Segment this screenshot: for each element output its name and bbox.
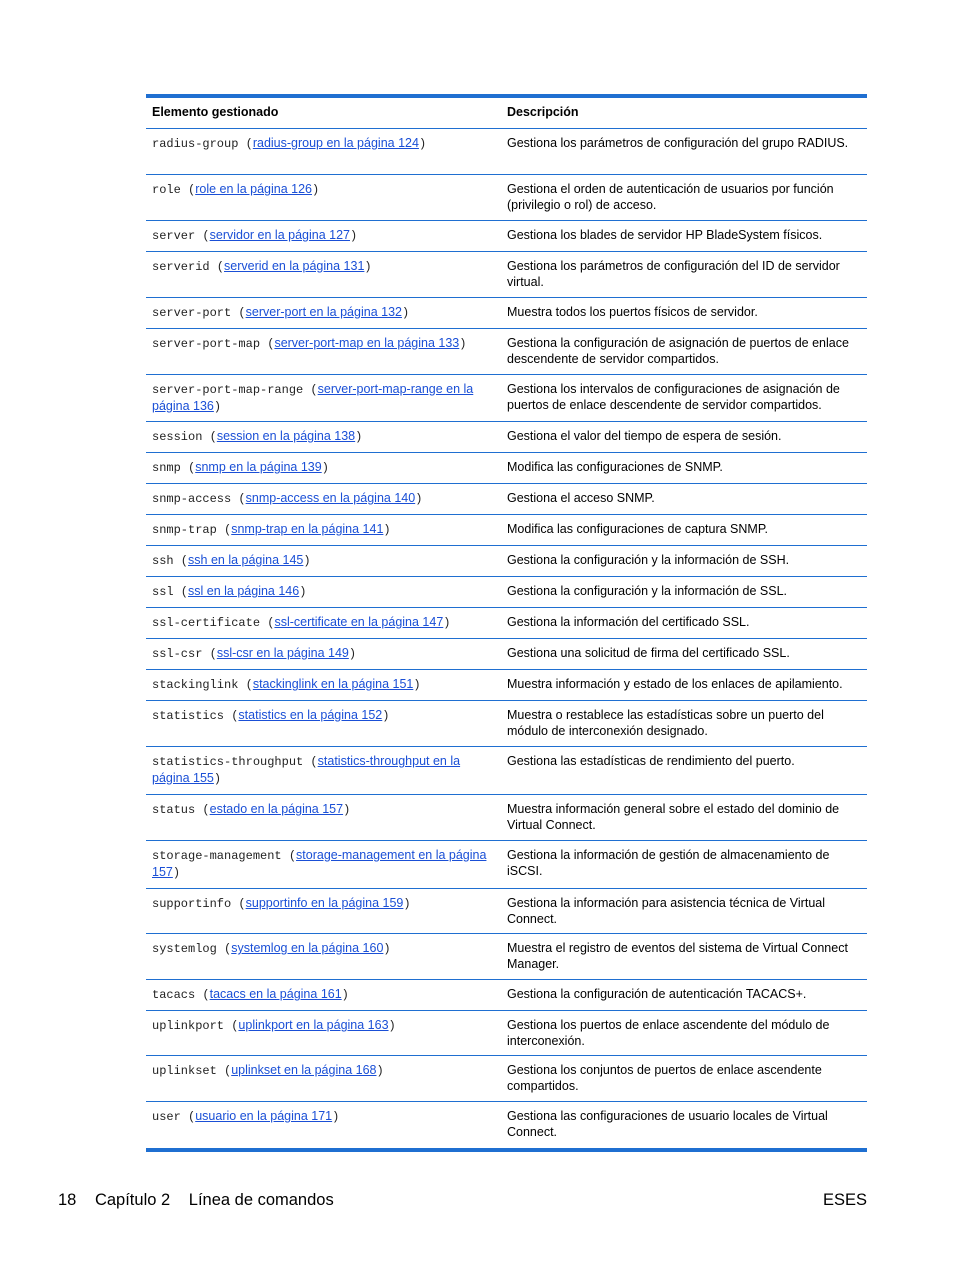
description-cell: Modifica las configuraciones de captura SNMP. [507,522,769,536]
description-cell: Gestiona la información del certificado SSL. [507,615,750,629]
description-cell: Gestiona el valor del tiempo de espera de sesión. [507,429,782,443]
open-paren: ( [231,306,246,320]
close-paren: ) [172,866,181,880]
command-name: statistics [152,709,225,723]
element-cell [146,453,501,483]
table-row [146,252,867,298]
element-cell [146,515,501,545]
close-paren: ) [364,260,372,274]
description-cell: Muestra información general sobre el estado del dominio de Virtual Connect. [507,802,840,832]
close-paren: ) [383,942,391,956]
table-row [146,422,867,453]
element-cell [146,422,501,452]
description-cell: Gestiona la información de gestión de almacenamiento de iSCSI. [507,848,830,878]
command-name: role [152,183,181,197]
page-reference-link[interactable]: ssl-csr en la página 149 [216,646,349,660]
table-row [146,175,867,221]
table-row [146,639,867,670]
table-row [146,329,867,375]
open-paren: ( [231,897,246,911]
element-cell [146,934,501,979]
close-paren: ) [311,183,320,197]
table-row [146,795,867,841]
description-cell: Gestiona la configuración de autenticación TACACS+. [507,987,807,1001]
command-name: snmp [152,461,181,475]
command-name: systemlog [152,942,217,956]
open-paren: ( [195,988,210,1002]
header-description: Descripción [507,105,579,119]
page-reference-link[interactable]: usuario en la página 171 [195,1109,333,1123]
close-paren: ) [350,229,358,243]
command-name: stackinglink [152,678,239,692]
description-cell: Gestiona los intervalos de configuraciones de asignación de puertos de enlace descendente de servidor compartidos. [507,382,840,412]
description-cell: Gestiona el acceso SNMP. [507,491,655,505]
open-paren: ( [216,1064,232,1078]
page-reference-link[interactable]: radius-group en la página 124 [252,136,419,150]
description-cell: Gestiona los conjuntos de puertos de enlace ascendente compartidos. [507,1063,822,1093]
close-paren: ) [403,897,411,911]
page-reference-link[interactable]: uplinkport en la página 163 [238,1018,389,1032]
command-name: snmp-access [152,492,232,506]
element-cell [146,252,501,297]
table-body [146,129,867,1148]
page-reference-link[interactable]: servidor en la página 127 [209,228,350,242]
description-cell: Muestra información y estado de los enlaces de apilamiento. [507,677,843,691]
table-row [146,1011,867,1056]
open-paren: ( [224,1019,239,1033]
command-name: radius-group [152,137,239,151]
close-paren: ) [383,523,391,537]
command-name: server [152,229,196,243]
close-paren: ) [332,1110,340,1124]
open-paren: ( [202,647,217,661]
description-cell: Gestiona la configuración de asignación de puertos de enlace descendente de servidor compartidos. [507,336,849,366]
command-name: server-port-map [152,337,261,351]
close-paren: ) [213,772,222,786]
command-name: server-port [152,306,232,320]
close-paren: ) [415,492,423,506]
open-paren: ( [173,585,189,599]
page-reference-link[interactable]: storage-management en la página 157 [152,848,487,879]
close-paren: ) [401,306,410,320]
close-paren: ) [213,400,222,414]
managed-elements-table [146,94,867,1152]
page-reference-link[interactable]: uplinkset en la página 168 [231,1063,377,1077]
table-row [146,747,867,795]
close-paren: ) [348,647,357,661]
close-paren: ) [388,1019,396,1033]
page-reference-link[interactable]: statistics-throughput en la página 155 [152,754,461,785]
page-reference-link[interactable]: supportinfo en la página 159 [245,896,404,910]
description-cell: Gestiona la configuración y la información de SSH. [507,553,790,567]
table-row [146,1102,867,1148]
element-cell [146,298,501,328]
element-cell [146,1011,501,1055]
description-cell: Gestiona la información para asistencia técnica de Virtual Connect. [507,896,825,926]
description-cell: Gestiona los blades de servidor HP BladeSystem físicos. [507,228,823,242]
table-row [146,701,867,747]
command-name: server-port-map-range [152,383,304,397]
footer-locale: ESES [822,1191,867,1209]
page-reference-link[interactable]: estado en la página 157 [209,802,344,816]
table-row [146,608,867,639]
description-cell: Gestiona los parámetros de configuración del ID de servidor virtual. [507,259,840,289]
description-cell: Modifica las configuraciones de SNMP. [507,460,723,474]
table-row [146,841,867,889]
open-paren: ( [209,260,225,274]
page-reference-link[interactable]: ssl-certificate en la página 147 [274,615,444,629]
page-reference-link[interactable]: role en la página 126 [195,182,312,196]
open-paren: ( [195,229,210,243]
chapter-title: Línea de comandos [188,1191,334,1209]
command-name: tacacs [152,988,196,1002]
table-row [146,670,867,701]
table-row [146,934,867,980]
close-paren: ) [418,137,427,151]
close-paren: ) [341,988,349,1002]
command-name: serverid [152,260,210,274]
table-header [146,98,867,129]
element-cell [146,546,501,576]
open-paren: ( [260,616,275,630]
description-cell: Muestra el registro de eventos del sistema de Virtual Connect Manager. [507,941,848,971]
table-row [146,546,867,577]
element-cell [146,1056,501,1101]
command-name: ssl-csr [152,647,203,661]
open-paren: ( [303,755,318,769]
open-paren: ( [224,709,239,723]
page-reference-link[interactable]: tacacs en la página 161 [209,987,342,1001]
page-reference-link[interactable]: systemlog en la página 160 [231,941,384,955]
page-reference-link[interactable]: stackinglink en la página 151 [252,677,414,691]
command-name: storage-management [152,849,282,863]
chapter-label: Capítulo 2 [94,1191,171,1209]
close-paren: ) [376,1064,384,1078]
description-cell: Gestiona el orden de autenticación de usuarios por función (privilegio o rol) de acceso. [507,182,834,212]
element-cell [146,639,501,669]
table-row [146,221,867,252]
command-name: snmp-trap [152,523,217,537]
description-cell: Gestiona las estadísticas de rendimiento del puerto. [507,754,795,768]
page-reference-link[interactable]: server-port-map en la página 133 [274,336,460,350]
page-reference-link[interactable]: snmp-trap en la página 141 [231,522,384,536]
table-row [146,889,867,934]
element-cell [146,484,501,514]
element-cell [146,608,501,638]
description-cell: Gestiona los parámetros de configuración del grupo RADIUS. [507,136,849,150]
page-reference-link[interactable]: ssh en la página 145 [188,553,304,567]
command-name: session [152,430,203,444]
command-name: ssh [152,554,174,568]
element-cell [146,747,501,794]
table-row [146,980,867,1011]
table-bottom-rule [146,1148,867,1152]
element-cell [146,329,501,374]
description-cell: Gestiona una solicitud de firma del certificado SSL. [507,646,790,660]
element-cell [146,129,501,174]
command-name: uplinkset [152,1064,217,1078]
element-cell [146,175,501,220]
element-cell [146,795,501,840]
close-paren: ) [443,616,451,630]
page-reference-link[interactable]: server-port-map-range en la página 136 [152,382,474,413]
open-paren: ( [231,492,246,506]
open-paren: ( [238,137,253,151]
command-name: status [152,803,196,817]
element-cell [146,889,501,933]
description-cell: Muestra todos los puertos físicos de servidor. [507,305,758,319]
command-name: ssl-certificate [152,616,261,630]
command-name: statistics-throughput [152,755,304,769]
table-row [146,484,867,515]
element-cell [146,701,501,746]
element-cell [146,670,501,700]
open-paren: ( [195,803,210,817]
command-name: uplinkport [152,1019,225,1033]
page-number: 18 [58,1191,77,1209]
description-cell: Gestiona las configuraciones de usuario locales de Virtual Connect. [507,1109,828,1139]
close-paren: ) [355,430,363,444]
page-reference-link[interactable]: serverid en la página 131 [224,259,365,273]
table-row [146,515,867,546]
description-cell: Gestiona los puertos de enlace ascendente del módulo de interconexión. [507,1018,830,1048]
element-cell [146,375,501,421]
description-cell: Gestiona la configuración y la información de SSL. [507,584,788,598]
element-cell [146,221,501,251]
open-paren: ( [238,678,253,692]
table-row [146,577,867,608]
open-paren: ( [180,1110,196,1124]
element-cell [146,1102,501,1148]
page-reference-link[interactable]: snmp-access en la página 140 [245,491,416,505]
open-paren: ( [202,430,217,444]
open-paren: ( [303,383,318,397]
open-paren: ( [180,183,196,197]
close-paren: ) [299,585,307,599]
table-row [146,298,867,329]
description-cell: Muestra o restablece las estadísticas sobre un puerto del módulo de interconexión designado. [507,708,824,738]
open-paren: ( [173,554,189,568]
open-paren: ( [216,942,232,956]
page-reference-link[interactable]: snmp en la página 139 [195,460,322,474]
table-row [146,129,867,175]
table-row [146,1056,867,1102]
close-paren: ) [343,803,351,817]
header-element: Elemento gestionado [152,105,279,119]
page-reference-link[interactable]: statistics en la página 152 [238,708,383,722]
page-reference-link[interactable]: ssl en la página 146 [188,584,300,598]
page-reference-link[interactable]: server-port en la página 132 [245,305,402,319]
page-reference-link[interactable]: session en la página 138 [216,429,356,443]
open-paren: ( [260,337,275,351]
command-name: user [152,1110,181,1124]
element-cell [146,577,501,607]
close-paren: ) [413,678,421,692]
element-cell [146,841,501,888]
table-row [146,375,867,422]
open-paren: ( [216,523,232,537]
command-name: ssl [152,585,174,599]
table-row [146,453,867,484]
open-paren: ( [281,849,297,863]
command-name: supportinfo [152,897,232,911]
close-paren: ) [321,461,329,475]
element-cell [146,980,501,1010]
close-paren: ) [382,709,390,723]
close-paren: ) [303,554,311,568]
close-paren: ) [459,337,467,351]
open-paren: ( [180,461,196,475]
footer-left [58,1191,348,1210]
